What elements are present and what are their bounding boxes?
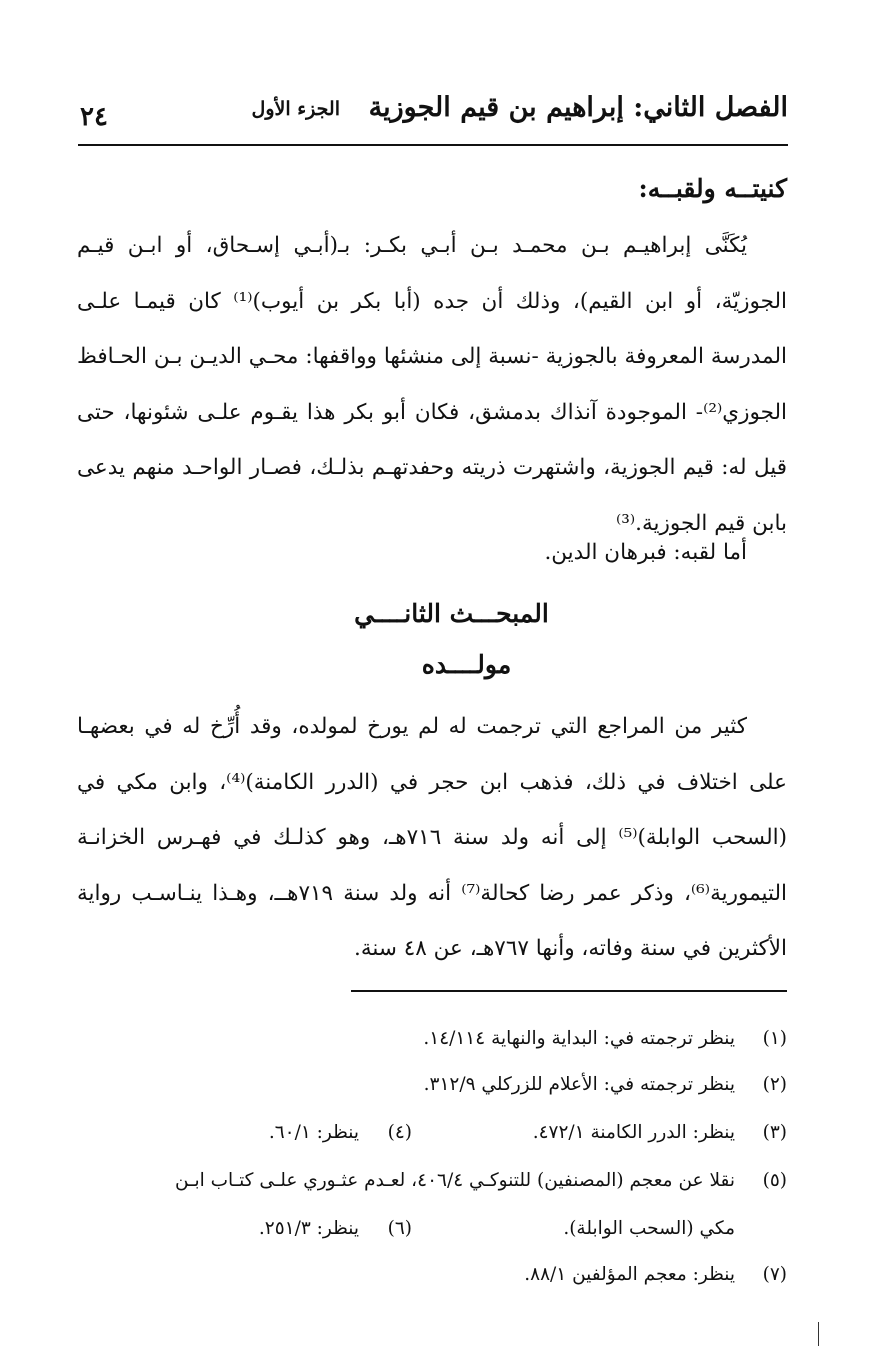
footnote-number: (٤) (387, 1122, 412, 1143)
footnote-number: (٦) (387, 1218, 412, 1239)
running-header (78, 92, 788, 136)
margin-mark (818, 1322, 819, 1346)
laqab-line: أما لقبه: فبرهان الدين. (544, 540, 747, 565)
footnote-number: (٣) (762, 1122, 787, 1143)
part-label: الجزء الأول (251, 98, 340, 120)
chapter-title: الفصل الثاني: إبراهيم بن قيم الجوزية (368, 92, 788, 123)
footnote-text: ينظر: ٢٥١/٣. (258, 1218, 359, 1239)
header-divider (78, 144, 788, 146)
paragraph-kunya: يُكَنَّى إبراهيـم بـن محمـد بـن أبـي بكـر: بـ(أبـي إسـحاق، أو ابـن قيـم الجوزيّة، أو ابن القيم)، وذلك أن جده (أبا بكر بن أيوب)⁽¹⁾ كان قيمـا علـى المدرسة المعروفة بالجوزية -نسبة إلى منشئها وواقفها: محـي الديـن بـن الحـافظ الجوزي⁽²⁾- الموجودة آنذاك بدمشق، فكان أبو بكر هذا يقـوم علـى شئونها، حتى قيل له: قيم الجوزية، واشتهرت ذريته وحفدتهـم بذلـك، فصـار الواحـد منهم يدعى بابن قيم الجوزية.⁽³⁾ (77, 233, 787, 536)
section-title: كنيتــه ولقبــه: (638, 174, 787, 203)
footnote-number: (٢) (762, 1074, 787, 1095)
footnote-text: ينظر: الدرر الكامنة ٤٧٢/١. (532, 1122, 735, 1143)
paragraph-birth: كثير من المراجع التي ترجمت له لم يورخ لمولده، وقد أُرِّخ له في بعضهـا على اختلاف في ذلك، فذهب ابن حجر في (الدرر الكامنة)⁽⁴⁾، وابن مكي في (السحب الوابلة)⁽⁵⁾ إلى أنه ولد سنة ٧١٦هـ، وهو كذلـك في فهـرس الخزانـة التيمورية⁽⁶⁾، وذكر عمر رضا كحالة⁽⁷⁾ أنه ولد سنة ٧١٩هــ، وهـذا ينـاسـب رواية الأكثرين في سنة وفاته، وأنها ٧٦٧هـ، عن ٤٨ سنة. (77, 714, 788, 961)
footnote-text: ينظر: ٦٠/١. (268, 1122, 359, 1143)
footnote-text: نقلا عن معجم (المصنفين) للتنوكـي ٤٠٦/٤، لعـدم عثـوري علـى كتـاب ابـن (174, 1170, 735, 1191)
footnote-text: ينظر ترجمته في: البداية والنهاية ١٤/١١٤. (423, 1028, 735, 1049)
footnote-number: (٧) (762, 1264, 787, 1285)
footnote-number: (٥) (762, 1170, 787, 1191)
page-number: ٢٤ (80, 102, 108, 132)
footnote-text: ينظر ترجمته في: الأعلام للزركلي ٣١٢/٩. (423, 1074, 735, 1095)
footnote-text: ينظر: معجم المؤلفين ٨٨/١. (524, 1264, 735, 1285)
footnote-divider (351, 990, 787, 992)
footnote-text-continued: مكي (السحب الوابلة). (563, 1218, 735, 1239)
subsection-subheading: مولــــده (421, 650, 512, 679)
footnote-number: (١) (762, 1028, 787, 1049)
subsection-heading: المبحـــث الثانــــي (354, 599, 549, 628)
